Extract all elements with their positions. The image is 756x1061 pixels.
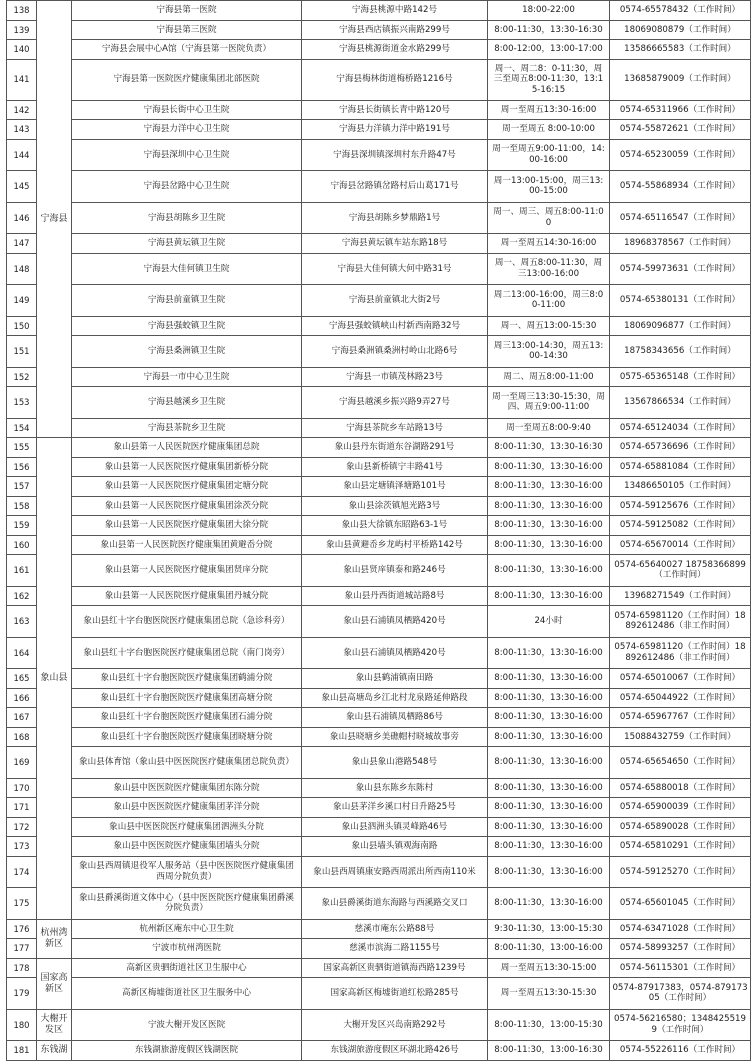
row-number: 169 <box>7 747 37 779</box>
site-name: 象山县第一人民医院医疗健康集团涂茨分院 <box>72 496 302 516</box>
row-number: 149 <box>7 285 37 317</box>
contact-phone: 0574-59973631（工作时间） <box>610 253 751 285</box>
site-name: 高新区梅墟街道社区卫生服务中心 <box>72 978 302 1010</box>
site-name: 宁海县桑洲镇卫生院 <box>72 336 302 368</box>
site-address: 国家高新区贵驷街道镇海西路1239号 <box>302 958 488 978</box>
row-number: 151 <box>7 336 37 368</box>
site-name: 宁海县黄坛镇卫生院 <box>72 234 302 254</box>
service-hours: 8:00-11:30，13:30-16:00 <box>488 457 610 477</box>
site-address: 象山县墙头镇观海南路 <box>302 837 488 857</box>
site-address: 象山县晓塘乡美礁帽村晓城故事旁 <box>302 727 488 747</box>
service-hours: 周三13:00-14:30，周五13:00-14:30 <box>488 336 610 368</box>
row-number: 165 <box>7 669 37 689</box>
service-hours: 周一至周五13:30-15:00 <box>488 958 610 978</box>
row-number: 171 <box>7 798 37 818</box>
site-name: 象山县第一人民医院医疗健康集团新桥分院 <box>72 457 302 477</box>
row-number: 167 <box>7 708 37 728</box>
site-name: 象山县第一人民医院医疗健康集团大徐分院 <box>72 516 302 536</box>
site-name: 宁海县前童镇卫生院 <box>72 285 302 317</box>
site-name: 象山县爵溪街道文体中心（县中医医院医疗健康集团爵溪分院负责） <box>72 888 302 920</box>
service-hours: 8:00-11:30，13:00-15:30 <box>488 1009 610 1041</box>
site-address: 宁海县深圳镇深圳村东升路47号 <box>302 139 488 171</box>
contact-phone: 0574-65900039（工作时间） <box>610 798 751 818</box>
contact-phone: 0574-65810291（工作时间） <box>610 837 751 857</box>
site-address: 宁海县力洋镇力洋中路191号 <box>302 120 488 140</box>
row-number: 152 <box>7 367 37 387</box>
row-number: 153 <box>7 387 37 419</box>
site-name: 象山县第一人民医院医疗健康集团定塘分院 <box>72 477 302 497</box>
row-number: 163 <box>7 606 37 638</box>
row-number: 173 <box>7 837 37 857</box>
site-name: 象山县第一人民医院医疗健康集团丹城分院 <box>72 586 302 606</box>
site-address: 象山县爵溪街道东海路与西溪路交叉口 <box>302 888 488 920</box>
service-hours: 周一、周五8:00-11:30，周三13:00-16:00 <box>488 253 610 285</box>
contact-phone: 0574-65010067（工作时间） <box>610 669 751 689</box>
site-name: 象山县西周镇退役军人服务站（县中医医院医疗健康集团西周分院负责） <box>72 856 302 888</box>
contact-phone: 18069080879（工作时间） <box>610 20 751 40</box>
site-address: 象山县丹西街道城站路8号 <box>302 586 488 606</box>
row-number: 154 <box>7 418 37 438</box>
contact-phone: 0574-59125270（工作时间） <box>610 856 751 888</box>
site-name: 宁海县深圳中心卫生院 <box>72 139 302 171</box>
row-number: 159 <box>7 516 37 536</box>
site-name: 象山县红十字台胞医院医疗健康集团总院（急诊科旁） <box>72 606 302 638</box>
service-hours: 8:00-11:30，13:30-16:00 <box>488 817 610 837</box>
contact-phone: 0574-65880018（工作时间） <box>610 778 751 798</box>
contact-phone: 13968271549（工作时间） <box>610 586 751 606</box>
site-address: 宁海县桑洲镇桑洲村岭山北路6号 <box>302 336 488 368</box>
site-name: 宁海县长街中心卫生院 <box>72 100 302 120</box>
site-name: 象山县红十字台胞医院医疗健康集团晓塘分院 <box>72 727 302 747</box>
service-hours: 周一至周三13:30-15:30，周四、周五9:00-11:00 <box>488 387 610 419</box>
row-number: 160 <box>7 535 37 555</box>
contact-phone: 0574-65311966（工作时间） <box>610 100 751 120</box>
service-hours: 8:00-11:30，13:00-16:00 <box>488 939 610 959</box>
contact-phone: 0574-65380131（工作时间） <box>610 285 751 317</box>
site-name: 象山县中医医院医疗健康集团茅洋分院 <box>72 798 302 818</box>
contact-phone: 18069096877（工作时间） <box>610 316 751 336</box>
contact-phone: 0574-65670014（工作时间） <box>610 535 751 555</box>
service-hours: 8:00-11:30，13:30-16:00 <box>488 888 610 920</box>
contact-phone: 13567866534（工作时间） <box>610 387 751 419</box>
service-hours: 周一至周五 8:00-10:00 <box>488 120 610 140</box>
service-hours: 周一13:00-15:00，周三13:00-15:00 <box>488 171 610 203</box>
service-hours: 周一至周五14:30-16:00 <box>488 234 610 254</box>
contact-phone: 0574-59125082（工作时间） <box>610 516 751 536</box>
site-name: 象山县红十字台胞医院医疗健康集团总院（南门岗旁） <box>72 637 302 669</box>
site-name: 象山县中医医院医疗健康集团东陈分院 <box>72 778 302 798</box>
service-hours: 8:00-11:30，13:30-16:00 <box>488 496 610 516</box>
service-hours: 周一至周五13:30-15:30 <box>488 978 610 1010</box>
service-hours: 周一至周五9:00-11:00，14:00-16:00 <box>488 139 610 171</box>
site-name: 象山县红十字台胞医院医疗健康集团石浦分院 <box>72 708 302 728</box>
site-name: 宁海县第三医院 <box>72 20 302 40</box>
site-name: 宁海县第一医院医疗健康集团北部医院 <box>72 59 302 100</box>
service-hours: 周一至周五8:00-9:40 <box>488 418 610 438</box>
service-hours: 8:00-11:30，13:30-16:00 <box>488 747 610 779</box>
contact-phone: 0574-87917383，0574-87917305（工作时间） <box>610 978 751 1010</box>
site-address: 象山县定塘镇泽塘路101号 <box>302 477 488 497</box>
site-address: 象山县高塘岛乡江北村龙泉路延伸路段 <box>302 688 488 708</box>
service-hours: 8:00-11:30，13:30-16:00 <box>488 516 610 536</box>
site-address: 慈溪市庵东公路88号 <box>302 919 488 939</box>
site-name: 宁海县一市中心卫生院 <box>72 367 302 387</box>
service-hours: 8:00-11:30，13:30-16:00 <box>488 586 610 606</box>
service-hours: 周二13:00-16:00，周三8:00-11:00 <box>488 285 610 317</box>
service-hours: 8:00-11:30，13:30-16:00 <box>488 669 610 689</box>
site-name: 宁海县岔路中心卫生院 <box>72 171 302 203</box>
site-name: 宁波大榭开发区医院 <box>72 1009 302 1041</box>
site-name: 象山县第一人民医院医疗健康集团贤庠分院 <box>72 555 302 587</box>
contact-phone: 0574-65736696（工作时间） <box>610 438 751 458</box>
service-hours: 周一、周二8：0-11:30，周三至周五8:00-11:30，13:15-16:15 <box>488 59 610 100</box>
contact-phone: 0574-65230059（工作时间） <box>610 139 751 171</box>
site-address: 象山县茅洋乡溪口村日升路25号 <box>302 798 488 818</box>
contact-phone: 0574-55226116（工作时间） <box>610 1041 751 1061</box>
site-address: 大榭开发区兴岛南路292号 <box>302 1009 488 1041</box>
row-number: 175 <box>7 888 37 920</box>
row-number: 145 <box>7 171 37 203</box>
row-number: 141 <box>7 59 37 100</box>
contact-phone: 0574-55868934（工作时间） <box>610 171 751 203</box>
site-address: 宁海县强蛟镇峡山村新西南路32号 <box>302 316 488 336</box>
region-cell: 东钱湖 <box>37 1041 72 1061</box>
site-name: 宁海县会展中心A馆（宁海县第一医院负责） <box>72 40 302 60</box>
contact-phone: 0574-65044922（工作时间） <box>610 688 751 708</box>
row-number: 176 <box>7 919 37 939</box>
row-number: 140 <box>7 40 37 60</box>
row-number: 172 <box>7 817 37 837</box>
site-address: 宁海县长街镇长青中路120号 <box>302 100 488 120</box>
row-number: 157 <box>7 477 37 497</box>
clinic-table <box>6 0 751 1061</box>
service-hours: 8:00-11:30，13:30-16:00 <box>488 688 610 708</box>
site-address: 象山县石浦镇凤栖路420号 <box>302 637 488 669</box>
contact-phone: 0574-65967767（工作时间） <box>610 708 751 728</box>
site-name: 宁波市杭州湾医院 <box>72 939 302 959</box>
site-name: 宁海县茶院乡卫生院 <box>72 418 302 438</box>
service-hours: 8:00-11:30，13:30-16:30 <box>488 438 610 458</box>
service-hours: 周二、周五8:00-11:00 <box>488 367 610 387</box>
site-address: 宁海县西店镇振兴南路299号 <box>302 20 488 40</box>
service-hours: 8:00-11:30，13:30-16:30 <box>488 20 610 40</box>
site-address: 宁海县越溪乡振兴路9弄27号 <box>302 387 488 419</box>
service-hours: 24小时 <box>488 606 610 638</box>
row-number: 179 <box>7 978 37 1010</box>
service-hours: 8:00-11:30，13:00-16:30 <box>488 1041 610 1061</box>
service-hours: 18:00-22:00 <box>488 1 610 21</box>
service-hours: 8:00-11:30，13:30-16:00 <box>488 856 610 888</box>
site-address: 宁海县岔路镇岔路村后山葛171号 <box>302 171 488 203</box>
site-name: 杭州新区庵东中心卫生院 <box>72 919 302 939</box>
service-hours: 8:00-11:30，13:30-16:00 <box>488 637 610 669</box>
site-address: 象山县东陈乡东陈村 <box>302 778 488 798</box>
row-number: 155 <box>7 438 37 458</box>
site-address: 宁海县梅林街道梅桥路1216号 <box>302 59 488 100</box>
site-name: 象山县第一人民医院医疗健康集团黄避岙分院 <box>72 535 302 555</box>
row-number: 158 <box>7 496 37 516</box>
service-hours: 8:00-11:30，13:30-16:00 <box>488 477 610 497</box>
contact-phone: 0574-65640027 18758366899（工作时间） <box>610 555 751 587</box>
row-number: 150 <box>7 316 37 336</box>
contact-phone: 0574-65981120（工作时间）18892612486（非工作时间） <box>610 606 751 638</box>
site-name: 象山县中医医院医疗健康集团泗洲头分院 <box>72 817 302 837</box>
row-number: 148 <box>7 253 37 285</box>
row-number: 178 <box>7 958 37 978</box>
site-name: 宁海县强蛟镇卫生院 <box>72 316 302 336</box>
row-number: 181 <box>7 1041 37 1061</box>
site-address: 象山县西周镇康安路西周派出所西南110米 <box>302 856 488 888</box>
row-number: 177 <box>7 939 37 959</box>
row-number: 180 <box>7 1009 37 1041</box>
contact-phone: 0574-56115301（工作时间） <box>610 958 751 978</box>
row-number: 164 <box>7 637 37 669</box>
site-address: 象山县涂茨镇旭光路3号 <box>302 496 488 516</box>
contact-phone: 0574-58993257（工作时间） <box>610 939 751 959</box>
contact-phone: 13586665583（工作时间） <box>610 40 751 60</box>
site-name: 象山县体育馆（象山县中医医院医疗健康集团总院负责） <box>72 747 302 779</box>
row-number: 174 <box>7 856 37 888</box>
contact-phone: 0574-65578432（工作时间） <box>610 1 751 21</box>
site-name: 高新区贵驷街道社区卫生服中心 <box>72 958 302 978</box>
service-hours: 8:00-11:30，13:30-16:00 <box>488 798 610 818</box>
site-address: 宁海县胡陈乡梦鼎路1号 <box>302 202 488 234</box>
row-number: 138 <box>7 1 37 21</box>
row-number: 156 <box>7 457 37 477</box>
contact-phone: 0574-65116547（工作时间） <box>610 202 751 234</box>
row-number: 144 <box>7 139 37 171</box>
region-cell: 宁海县 <box>37 1 72 438</box>
service-hours: 8:00-11:30，13:30-16:00 <box>488 708 610 728</box>
site-address: 宁海县茶院乡车站路13号 <box>302 418 488 438</box>
site-name: 宁海县第一医院 <box>72 1 302 21</box>
site-name: 宁海县力洋中心卫生院 <box>72 120 302 140</box>
service-hours: 8:00-11:30，13:30-16:00 <box>488 727 610 747</box>
site-address: 国家高新区梅墟街道红松路285号 <box>302 978 488 1010</box>
contact-phone: 13685879009（工作时间） <box>610 59 751 100</box>
site-name: 象山县中医医院医疗健康集团墙头分院 <box>72 837 302 857</box>
row-number: 161 <box>7 555 37 587</box>
contact-phone: 0574-63471028（工作时间） <box>610 919 751 939</box>
site-address: 象山县鹤浦镇南田路 <box>302 669 488 689</box>
site-address: 宁海县大佳何镇大何中路31号 <box>302 253 488 285</box>
contact-phone: 0575-65365148（工作时间） <box>610 367 751 387</box>
region-cell: 大榭开发区 <box>37 1009 72 1041</box>
region-cell: 杭州湾新区 <box>37 919 72 958</box>
site-address: 象山县丹东街道东谷湖路291号 <box>302 438 488 458</box>
service-hours: 周一、周三、周五8:00-11:00 <box>488 202 610 234</box>
site-name: 象山县红十字台胞医院医疗健康集团高塘分院 <box>72 688 302 708</box>
row-number: 142 <box>7 100 37 120</box>
site-address: 宁海县前童镇北大街2号 <box>302 285 488 317</box>
site-address: 象山县石浦镇凤栖路420号 <box>302 606 488 638</box>
region-cell: 象山县 <box>37 438 72 920</box>
site-address: 象山县贤庠镇泰和路246号 <box>302 555 488 587</box>
row-number: 166 <box>7 688 37 708</box>
site-address: 象山县大徐镇东昭路63-1号 <box>302 516 488 536</box>
site-address: 东钱湖旅游度假区环湖北路426号 <box>302 1041 488 1061</box>
sheet <box>6 0 751 1061</box>
service-hours: 8:00-11:30，13:30-16:00 <box>488 778 610 798</box>
site-address: 象山县泗洲头镇灵峰路46号 <box>302 817 488 837</box>
contact-phone: 0574-65881084（工作时间） <box>610 457 751 477</box>
contact-phone: 18758343656（工作时间） <box>610 336 751 368</box>
row-number: 143 <box>7 120 37 140</box>
contact-phone: 0574-59125676（工作时间） <box>610 496 751 516</box>
service-hours: 8:00-11:30，13:30-16:00 <box>488 837 610 857</box>
contact-phone: 15088432759（工作时间） <box>610 727 751 747</box>
site-address: 宁海县桃源中路142号 <box>302 1 488 21</box>
service-hours: 周一、周五13:00-15:30 <box>488 316 610 336</box>
service-hours: 8:00-12:00，13:00-17:00 <box>488 40 610 60</box>
service-hours: 8:00-11:30，13:30-16:00 <box>488 535 610 555</box>
site-address: 象山县象山港路548号 <box>302 747 488 779</box>
site-name: 宁海县大佳何镇卫生院 <box>72 253 302 285</box>
service-hours: 8:00-11:30，13:30-16:00 <box>488 555 610 587</box>
contact-phone: 0574-65890028（工作时间） <box>610 817 751 837</box>
region-cell: 国家高新区 <box>37 958 72 1009</box>
row-number: 146 <box>7 202 37 234</box>
contact-phone: 0574-65981120（工作时间）18892612486（非工作时间） <box>610 637 751 669</box>
site-address: 宁海县黄坛镇车站东路18号 <box>302 234 488 254</box>
site-name: 东钱湖旅游度假区钱湖医院 <box>72 1041 302 1061</box>
service-hours: 周一至周五13:30-16:00 <box>488 100 610 120</box>
contact-phone: 0574-55872621（工作时间） <box>610 120 751 140</box>
site-name: 象山县第一人民医院医疗健康集团总院 <box>72 438 302 458</box>
row-number: 162 <box>7 586 37 606</box>
row-number: 168 <box>7 727 37 747</box>
service-hours: 9:30-11:30，13:00-15:30 <box>488 919 610 939</box>
contact-phone: 13486650105（工作时间） <box>610 477 751 497</box>
site-address: 象山县黄避岙乡龙屿村平桥路142号 <box>302 535 488 555</box>
site-address: 宁海县一市镇茂林路23号 <box>302 367 488 387</box>
site-name: 象山县红十字台胞医院医疗健康集团鹤浦分院 <box>72 669 302 689</box>
site-address: 慈溪市滨海二路1155号 <box>302 939 488 959</box>
row-number: 139 <box>7 20 37 40</box>
site-address: 宁海县桃源街道金水路299号 <box>302 40 488 60</box>
contact-phone: 0574-56216580；13484255199（工作时间） <box>610 1009 751 1041</box>
contact-phone: 0574-65124034（工作时间） <box>610 418 751 438</box>
row-number: 170 <box>7 778 37 798</box>
contact-phone: 0574-65654650（工作时间） <box>610 747 751 779</box>
site-address: 象山县新桥镇宁丰路41号 <box>302 457 488 477</box>
site-name: 宁海县胡陈乡卫生院 <box>72 202 302 234</box>
contact-phone: 0574-65601045（工作时间） <box>610 888 751 920</box>
site-address: 象山县石浦镇凤栖路86号 <box>302 708 488 728</box>
site-name: 宁海县越溪乡卫生院 <box>72 387 302 419</box>
contact-phone: 18968378567（工作时间） <box>610 234 751 254</box>
row-number: 147 <box>7 234 37 254</box>
